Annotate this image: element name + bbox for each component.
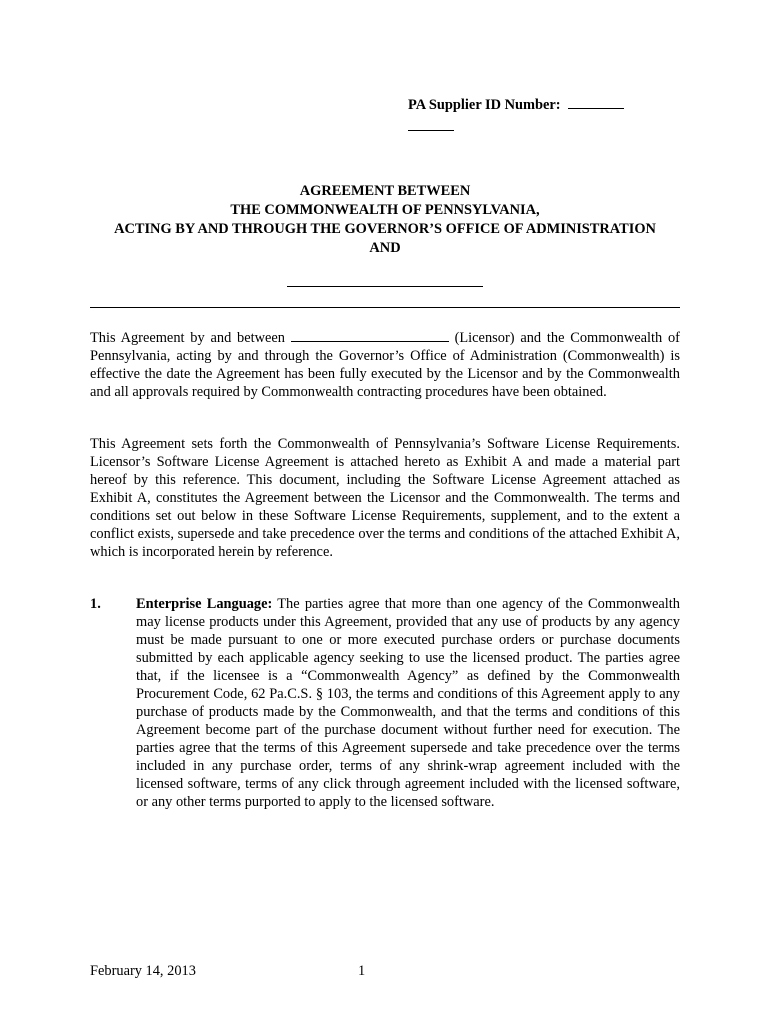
section-body: [136, 595, 680, 811]
page-number: 1: [358, 963, 366, 979]
licensor-name-blank: [287, 286, 483, 287]
requirements-paragraph: This Agreement sets forth the Commonwealth of Pennsylvania’s Software License Requirements. Licensor’s Software License Agreement is attached hereto as Exhibit A and made a material part hereof by this reference. This document, including the Software License Agreement attached as Exhibit A, constitutes the Agreement between the Licensor and the Commonwealth. The terms and conditions set out below in these Software License Requirements, supplement, and to the extent a conflict exists, supersede and take precedence over the terms and conditions of the attached Exhibit A, which is incorporated herein by reference.: [90, 436, 680, 560]
intro-paragraph: [90, 328, 680, 401]
agreement-title: [90, 182, 680, 258]
horizontal-rule: [90, 307, 680, 308]
intro-text-end: (Licensor) and the Commonwealth of Pennsylvania, acting by and through the Governor’s Office of Administration (Commonwealth) is effective the date the Agreement has been fully executed by the Licensor and by the Commonwealth and all approvals required by Commonwealth contracting procedures have been obtained.: [90, 330, 680, 400]
licensor-inline-blank: [291, 328, 449, 342]
title-line-3: ACTING BY AND THROUGH THE GOVERNOR’S OFFICE OF ADMINISTRATION: [114, 221, 656, 237]
supplier-id-blank-continued: [408, 114, 454, 131]
title-line-1: AGREEMENT BETWEEN: [299, 183, 471, 199]
section-text: The parties agree that more than one agency of the Commonwealth may license products under this Agreement, provided that any use of products by any agency must be made pursuant to one or more executed purchase orders or purchase documents submitted by each applicable agency seeking to use the licensed product. The parties agree that, if the licensee is a “Commonwealth Agency” as defined by the Commonwealth Procurement Code, 62 Pa.C.S. § 103, the terms and conditions of this Agreement apply to any purchase of products made by the Commonwealth, and that the terms and conditions of this Agreement become part of the purchase document without further need for execution. The parties agree that the terms of this Agreement supersede and take precedence over the terms included in any purchase order, terms of any shrink-wrap agreement included with the licensed software, terms of any click through agreement included with the licensed software, or any other terms purported to apply to the licensed software.: [136, 596, 680, 810]
title-line-4: AND: [369, 240, 401, 256]
title-line-2: THE COMMONWEALTH OF PENNSYLVANIA,: [230, 202, 540, 218]
footer-date: February 14, 2013: [90, 963, 196, 979]
section-heading: Enterprise Language:: [136, 596, 273, 612]
section-number: 1.: [90, 596, 101, 612]
intro-text-start: This Agreement by and between: [90, 330, 285, 346]
supplier-id-label: PA Supplier ID Number:: [408, 97, 561, 113]
supplier-id-blank: [568, 94, 624, 109]
supplier-id-field: [408, 94, 648, 131]
